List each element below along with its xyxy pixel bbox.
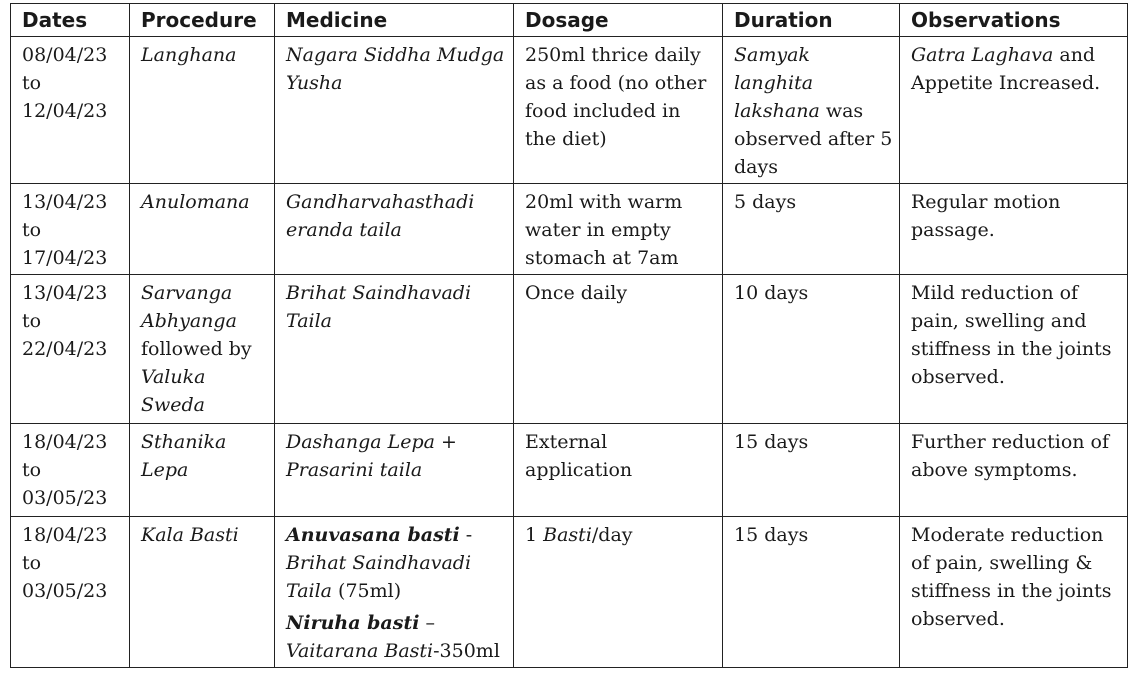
- date-end: 03/05/23: [22, 580, 108, 602]
- cell-dosage: 250ml thrice daily as a food (no other food included in the diet): [514, 37, 723, 184]
- medicine-bold-anuvasana: Anuvasana basti: [286, 524, 460, 546]
- observation-italic-text: Gatra Laghava: [911, 44, 1054, 66]
- cell-dates: [11, 37, 130, 184]
- medicine-italic: Vaitarana Basti: [286, 640, 434, 662]
- date-start: 08/04/23: [22, 44, 108, 66]
- medicine-italic: Brihat Saindhavadi Taila: [286, 552, 472, 602]
- cell-procedure: Anulomana: [130, 184, 275, 275]
- cell-procedure: Langhana: [130, 37, 275, 184]
- cell-procedure: Kala Basti: [130, 517, 275, 668]
- dosage-text: 1: [525, 524, 544, 546]
- cell-observation: [900, 37, 1128, 184]
- cell-observation: Regular motion passage.: [900, 184, 1128, 275]
- cell-dates: [11, 517, 130, 668]
- medicine-sep: –: [419, 612, 435, 634]
- cell-medicine: Gandharvahasthadi eranda taila: [275, 184, 514, 275]
- table-row: [11, 37, 1128, 184]
- date-end: 03/05/23: [22, 487, 108, 509]
- date-to: to: [22, 72, 42, 94]
- cell-duration: 10 days: [723, 275, 900, 424]
- cell-dates: [11, 184, 130, 275]
- cell-medicine: Nagara Siddha Mudga Yusha: [275, 37, 514, 184]
- cell-dosage: [514, 517, 723, 668]
- cell-observation: Moderate reduction of pain, swelling & stiffness in the joints observed.: [900, 517, 1128, 668]
- header-dosage: Dosage: [514, 4, 723, 37]
- duration-text: was observed after 5 days: [734, 100, 893, 178]
- medicine-sep: -: [459, 524, 473, 546]
- medicine-text: (75ml): [332, 580, 402, 602]
- header-medicine: Medicine: [275, 4, 514, 37]
- date-to: to: [22, 552, 42, 574]
- cell-duration: [723, 37, 900, 184]
- table-row: [11, 517, 1128, 668]
- cell-dates: [11, 275, 130, 424]
- header-duration: Duration: [723, 4, 900, 37]
- procedure-italic-b: Valuka Sweda: [141, 366, 206, 416]
- table-row: [11, 424, 1128, 517]
- cell-dosage: 20ml with warm water in empty stomach at 7am: [514, 184, 723, 275]
- duration-italic-text: Samyak langhita lakshana: [734, 44, 820, 122]
- cell-observation: Mild reduction of pain, swelling and stiffness in the joints observed.: [900, 275, 1128, 424]
- cell-duration: 5 days: [723, 184, 900, 275]
- date-start: 18/04/23: [22, 524, 108, 546]
- header-observations: Observations: [900, 4, 1128, 37]
- cell-observation: Further reduction of above symptoms.: [900, 424, 1128, 517]
- header-dates: Dates: [11, 4, 130, 37]
- treatment-table: [10, 3, 1128, 668]
- header-row: [11, 4, 1128, 37]
- dosage-italic: Basti: [543, 524, 592, 546]
- observation-text: and Appetite Increased.: [911, 44, 1101, 94]
- date-end: 22/04/23: [22, 338, 108, 360]
- cell-procedure: Sthanika Lepa: [130, 424, 275, 517]
- date-start: 18/04/23: [22, 431, 108, 453]
- cell-dosage: External application: [514, 424, 723, 517]
- date-end: 12/04/23: [22, 100, 108, 122]
- date-start: 13/04/23: [22, 282, 108, 304]
- date-to: to: [22, 219, 42, 241]
- cell-duration: 15 days: [723, 424, 900, 517]
- procedure-italic-a: Sarvanga Abhyanga: [141, 282, 237, 332]
- table-row: [11, 275, 1128, 424]
- cell-procedure: [130, 275, 275, 424]
- medicine-text: -350ml: [433, 640, 500, 662]
- cell-medicine: [275, 517, 514, 668]
- dosage-text: /day: [591, 524, 633, 546]
- cell-duration: 15 days: [723, 517, 900, 668]
- cell-medicine: Dashanga Lepa + Prasarini taila: [275, 424, 514, 517]
- date-end: 17/04/23: [22, 247, 108, 269]
- date-start: 13/04/23: [22, 191, 108, 213]
- medicine-bold-niruha: Niruha basti: [286, 612, 420, 634]
- cell-medicine: Brihat Saindhavadi Taila: [275, 275, 514, 424]
- cell-dates: [11, 424, 130, 517]
- table-row: [11, 184, 1128, 275]
- procedure-text: followed by: [141, 338, 252, 360]
- date-to: to: [22, 459, 42, 481]
- header-procedure: Procedure: [130, 4, 275, 37]
- cell-dosage: Once daily: [514, 275, 723, 424]
- date-to: to: [22, 310, 42, 332]
